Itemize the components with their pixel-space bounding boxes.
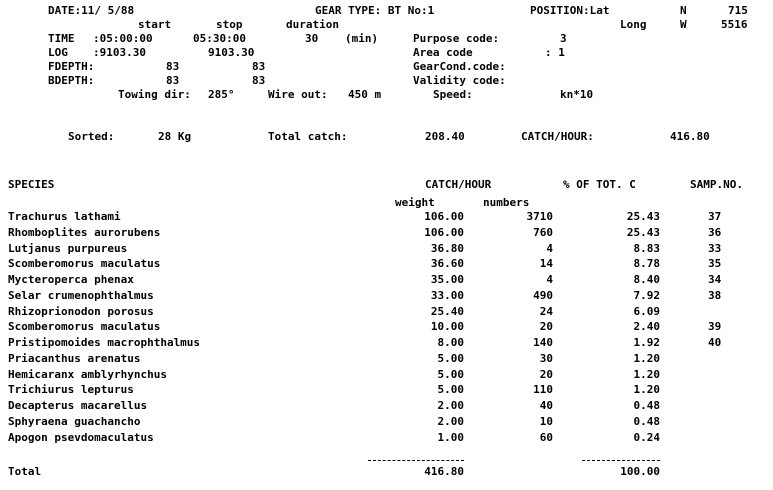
speed-label: Speed: xyxy=(433,88,473,101)
row-weight: 5.00 xyxy=(437,368,464,381)
fdepth-stop: 83 xyxy=(252,60,266,73)
row-numbers: 20 xyxy=(539,320,553,333)
row-pct: 7.92 xyxy=(633,289,660,302)
row-species: Selar crumenophthalmus xyxy=(8,289,154,302)
row-species: Scomberomorus maculatus xyxy=(8,320,161,333)
row-weight: 25.40 xyxy=(430,305,464,318)
row-samp-no: 36 xyxy=(708,226,722,239)
row-samp-no: 40 xyxy=(708,336,722,349)
row-numbers: 760 xyxy=(533,226,553,239)
sorted-value: 28 Kg xyxy=(158,130,192,143)
col-stop-header: stop xyxy=(216,18,243,31)
purpose-code-value: 3 xyxy=(560,32,567,45)
bdepth-stop: 83 xyxy=(252,74,266,87)
row-numbers: 110 xyxy=(533,383,553,396)
row-species: Rhizoprionodon porosus xyxy=(8,305,154,318)
row-numbers: 14 xyxy=(539,257,553,270)
row-numbers: 490 xyxy=(533,289,553,302)
row-species: Pristipomoides macrophthalmus xyxy=(8,336,201,349)
row-numbers: 4 xyxy=(546,242,553,255)
fdepth-label: FDEPTH: xyxy=(48,60,95,73)
pct-total-rule xyxy=(582,460,660,461)
row-weight: 106.00 xyxy=(424,210,464,223)
species-header: SPECIES xyxy=(8,178,55,191)
row-species: Sphyraena guachancho xyxy=(8,415,141,428)
row-weight: 33.00 xyxy=(430,289,464,302)
wire-out-label: Wire out: xyxy=(268,88,328,101)
samp-no-header: SAMP.NO. xyxy=(690,178,743,191)
total-catch-value: 208.40 xyxy=(425,130,465,143)
lat-hemisphere: N xyxy=(680,4,687,17)
row-weight: 5.00 xyxy=(437,383,464,396)
row-pct: 8.83 xyxy=(633,242,660,255)
time-start: :05:00:00 xyxy=(93,32,153,45)
row-weight: 35.00 xyxy=(430,273,464,286)
row-numbers: 20 xyxy=(539,368,553,381)
row-species: Decapterus macarellus xyxy=(8,399,148,412)
purpose-code-label: Purpose code: xyxy=(413,32,500,45)
row-weight: 5.00 xyxy=(437,352,464,365)
row-weight: 2.00 xyxy=(437,399,464,412)
row-weight: 2.00 xyxy=(437,415,464,428)
bdepth-start: 83 xyxy=(166,74,180,87)
row-numbers: 60 xyxy=(539,431,553,444)
total-weight: 416.80 xyxy=(424,465,464,478)
log-start: :9103.30 xyxy=(93,46,146,59)
long-value: 5516 xyxy=(721,18,748,31)
row-weight: 36.60 xyxy=(430,257,464,270)
row-numbers: 30 xyxy=(539,352,553,365)
col-duration-header: duration xyxy=(286,18,339,31)
row-species: Priacanthus arenatus xyxy=(8,352,141,365)
row-samp-no: 34 xyxy=(708,273,722,286)
speed-unit: kn*10 xyxy=(560,88,594,101)
row-pct: 0.48 xyxy=(633,415,660,428)
validity-code-label: Validity code: xyxy=(413,74,506,87)
date-label: DATE:11/ 5/88 xyxy=(48,4,135,17)
area-code-value: : 1 xyxy=(545,46,565,59)
row-numbers: 24 xyxy=(539,305,553,318)
row-numbers: 4 xyxy=(546,273,553,286)
row-pct: 1.20 xyxy=(633,368,660,381)
row-samp-no: 38 xyxy=(708,289,722,302)
time-duration: 30 xyxy=(305,32,319,45)
col-start-header: start xyxy=(138,18,172,31)
row-pct: 1.20 xyxy=(633,383,660,396)
gear-type-label: GEAR TYPE: BT No:1 xyxy=(315,4,435,17)
log-stop: 9103.30 xyxy=(208,46,255,59)
row-weight: 1.00 xyxy=(437,431,464,444)
time-stop: 05:30:00 xyxy=(193,32,246,45)
row-species: Trichiurus lepturus xyxy=(8,383,134,396)
bdepth-label: BDEPTH: xyxy=(48,74,95,87)
row-species: Mycteroperca phenax xyxy=(8,273,134,286)
row-species: Rhomboplites aurorubens xyxy=(8,226,161,239)
row-pct: 1.92 xyxy=(633,336,660,349)
total-label: Total xyxy=(8,465,42,478)
gear-cond-label: GearCond.code: xyxy=(413,60,506,73)
row-weight: 36.80 xyxy=(430,242,464,255)
row-weight: 106.00 xyxy=(424,226,464,239)
row-numbers: 140 xyxy=(533,336,553,349)
catch-hour-header: CATCH/HOUR xyxy=(425,178,492,191)
row-samp-no: 35 xyxy=(708,257,722,270)
row-numbers: 3710 xyxy=(526,210,553,223)
pct-total-header: % OF TOT. C xyxy=(563,178,636,191)
row-species: Trachurus lathami xyxy=(8,210,121,223)
row-pct: 6.09 xyxy=(633,305,660,318)
row-numbers: 10 xyxy=(539,415,553,428)
row-pct: 25.43 xyxy=(626,210,660,223)
long-hemisphere: W xyxy=(680,18,687,31)
row-species: Hemicaranx amblyrhynchus xyxy=(8,368,167,381)
wire-out-value: 450 m xyxy=(348,88,382,101)
row-species: Lutjanus purpureus xyxy=(8,242,128,255)
towing-dir-value: 285° xyxy=(208,88,235,101)
time-label: TIME xyxy=(48,32,75,45)
total-pct: 100.00 xyxy=(620,465,660,478)
total-catch-label: Total catch: xyxy=(268,130,348,143)
catch-hour-label: CATCH/HOUR: xyxy=(521,130,594,143)
row-weight: 8.00 xyxy=(437,336,464,349)
row-pct: 25.43 xyxy=(626,226,660,239)
row-species: Scomberomorus maculatus xyxy=(8,257,161,270)
row-numbers: 40 xyxy=(539,399,553,412)
row-samp-no: 37 xyxy=(708,210,722,223)
lat-value: 715 xyxy=(728,4,748,17)
row-samp-no: 39 xyxy=(708,320,722,333)
weight-total-rule xyxy=(368,460,464,461)
towing-dir-label: Towing dir: xyxy=(118,88,191,101)
numbers-header: numbers xyxy=(483,196,530,209)
long-label: Long xyxy=(620,18,647,31)
log-label: LOG xyxy=(48,46,68,59)
row-pct: 0.24 xyxy=(633,431,660,444)
row-pct: 1.20 xyxy=(633,352,660,365)
sorted-label: Sorted: xyxy=(68,130,115,143)
row-pct: 2.40 xyxy=(633,320,660,333)
catch-hour-value: 416.80 xyxy=(670,130,710,143)
fdepth-start: 83 xyxy=(166,60,180,73)
time-unit: (min) xyxy=(345,32,379,45)
area-code-label: Area code xyxy=(413,46,473,59)
row-pct: 8.40 xyxy=(633,273,660,286)
row-species: Apogon psevdomaculatus xyxy=(8,431,154,444)
row-weight: 10.00 xyxy=(430,320,464,333)
row-samp-no: 33 xyxy=(708,242,722,255)
weight-header: weight xyxy=(395,196,435,209)
row-pct: 0.48 xyxy=(633,399,660,412)
position-label: POSITION:Lat xyxy=(530,4,610,17)
row-pct: 8.78 xyxy=(633,257,660,270)
